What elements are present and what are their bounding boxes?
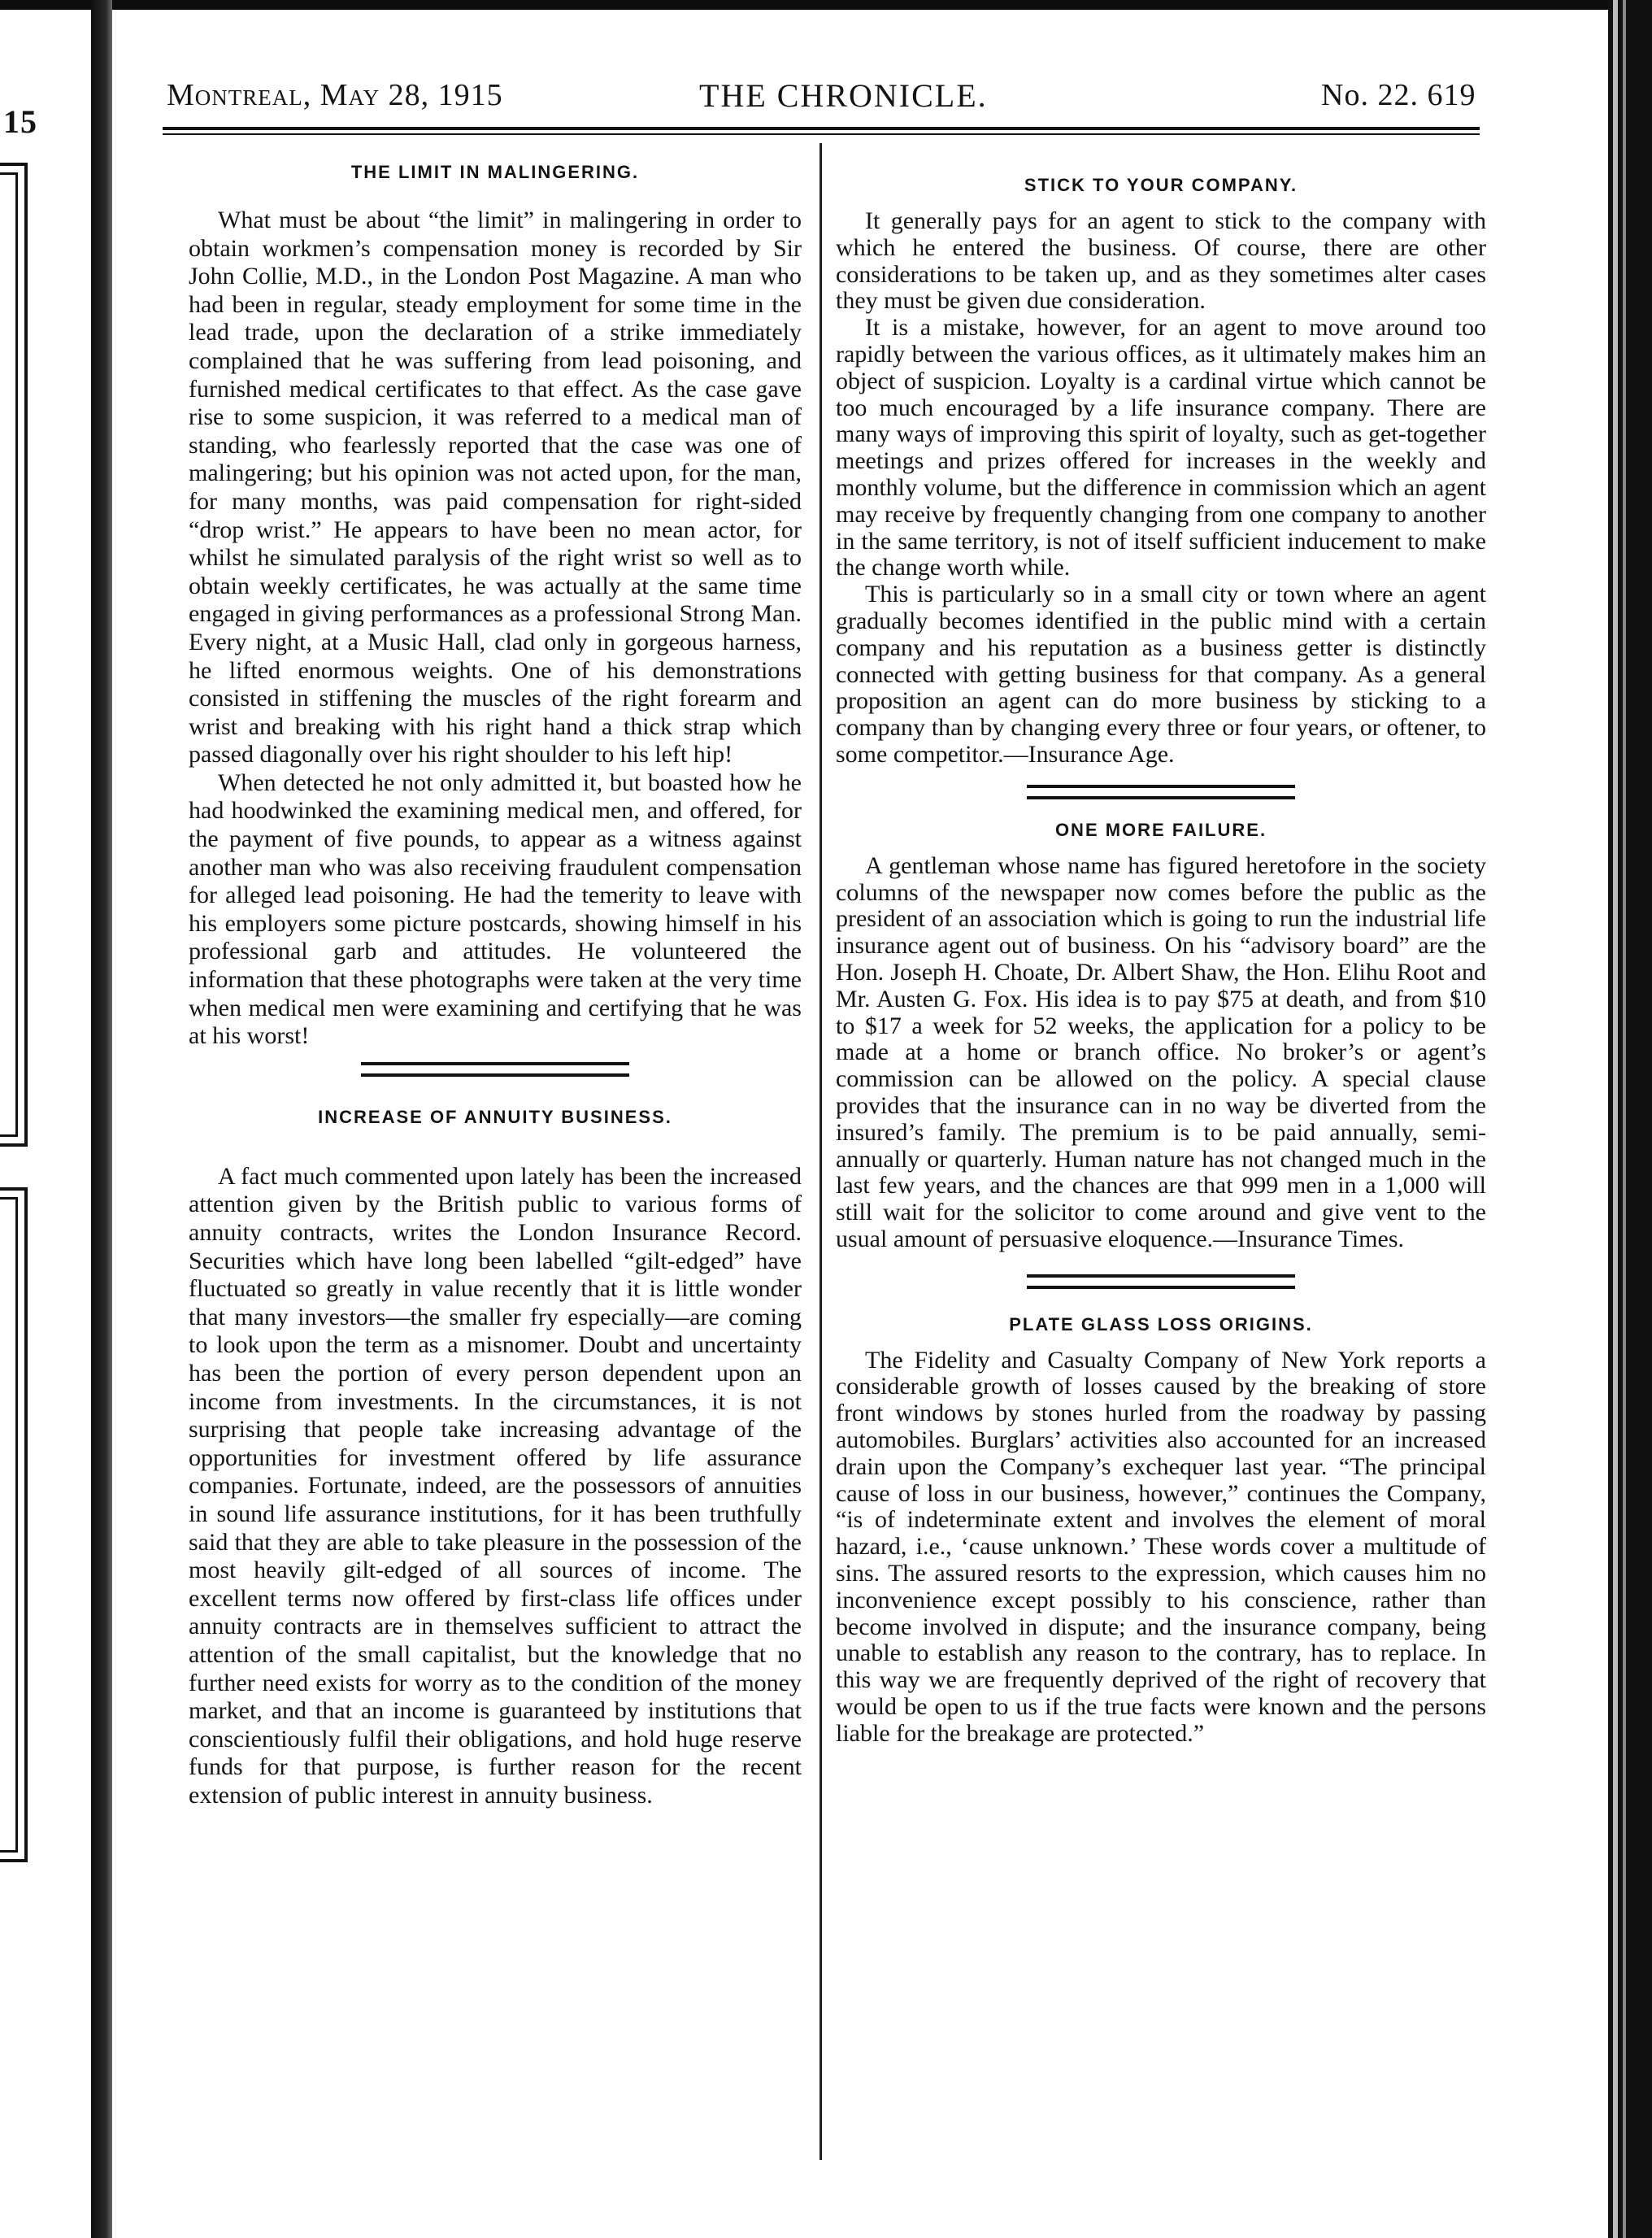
section-separator [361, 1062, 629, 1077]
header-title: THE CHRONICLE. [699, 77, 988, 114]
section-separator [1027, 785, 1295, 799]
article-title: ONE MORE FAILURE. [1054, 819, 1267, 840]
article-paragraph: A fact much commented upon lately has been the increased attention given by the British public to various forms of annuity contracts, writes the London Insurance Record. Securities which have long been labelled “gilt-edged” have fluctuated so greatly in value recently that it is little wonder that many investors—the smaller fry especially—are coming to look upon the term as a misnomer. Doubt and uncertainty has been the portion of every person dependent upon an income from investments. In the circumstances, it is not surprising that people take increasing advantage of the opportunities for investment offered by life assurance companies. Fortunate, indeed, are the possessors of annuities in sound life assurance institutions, for it has been truthfully said that they are able to take pleasure in the possession of the most heavily gilt-edged of all sources of income. The excellent terms now offered by first-class life offices under annuity contracts are in themselves sufficient to attract the attention of the small capitalist, but the knowledge that no further need exists for worry as to the condition of the money market, and that an income is guaranteed by institutions that conscientiously fulfil their obligations, and hold huge reserve funds for that purpose, is further reason for the recent extension of public interest in annuity business. [189, 1162, 802, 1809]
article-title: STICK TO YOUR COMPANY. [1024, 175, 1298, 195]
article-paragraph: A gentleman whose name has figured heretofore in the society columns of the newspaper now comes before the public as the president of an association which is going to run the industrial life insurance agent out of business. On his “advisory board” are the Hon. Joseph H. Choate, Dr. Albert Shaw, the Hon. Elihu Root and Mr. Austen G. Fox. His idea is to pay $75 at death, and from $10 to $17 a week for 52 weeks, the application for a policy to be made at a home or branch office. No broker’s or agent’s commission can be allowed on the policy. A special clause provides that the insurance can in no way be diverted from the insured’s family. The premium is to be paid annually, semi-annually or quarterly. Human nature has not changed much in the last few years, and the chances are that 999 men in a 1,000 will still wait for the solicitor to come around and give vent to the usual amount of persuasive eloquence.—Insurance Times. [836, 851, 1486, 1252]
article-title: PLATE GLASS LOSS ORIGINS. [1009, 1313, 1313, 1335]
header-dateline: Montreal, May 28, 1915 [167, 78, 503, 112]
header-rule [163, 127, 1480, 130]
article-title: THE LIMIT IN MALINGERING. [350, 162, 640, 182]
left-column [189, 159, 802, 1809]
article-paragraph: When detected he not only admitted it, but boasted how he had hoodwinked the examining medical men, and offered, for the payment of five pounds, to appear as a witness against another man who was also receiving fraudulent compensation for alleged lead poisoning. He had the temerity to leave with his employers some picture postcards, showing himself in his professional garb and attitudes. He volunteered the information that these photographs were taken at the very time when medical men were examining and certifying that he was at his worst! [189, 768, 802, 1050]
article-paragraph: The Fidelity and Casualty Company of New York reports a considerable growth of losses caused by the breaking of store front windows by stones hurled from the roadway by passing automobiles. Burglars’ activities also accounted for an increased drain upon the Company’s exchequer last year. “The principal cause of loss in our business, however,” continues the Company, “is of indeterminate extent and involves the element of moral hazard, i.e., ‘cause unknown.’ These words cover a multitude of sins. The assured resorts to the expression, which causes him no inconvenience except possibly to his conscience, rather than become involved in dispute; and the insurance company, being unable to establish any reason to the contrary, has to replace. In this way we are frequently deprived of the right of recovery that would be open to us if the true facts were known and the persons liable for the breakage are protected.” [836, 1346, 1486, 1747]
section-separator [1027, 1274, 1295, 1289]
article-paragraph: This is particularly so in a small city or town where an agent gradually becomes identified in the public mind with a certain company and his reputation as a business getter is distinctly connected with getting business for that company. As a general proposition an agent can do more business by sticking to a company than by changing every three or four years, or oftener, to some competitor.—Insurance Age. [836, 581, 1486, 768]
article-paragraph: It is a mistake, however, for an agent to move around too rapidly between the various offices, as it ultimately makes him an object of suspicion. Loyalty is a cardinal virtue which cannot be too much encouraged by a life insurance company. There are many ways of improving this spirit of loyalty, such as get-together meetings and prizes offered for increases in the weekly and monthly volume, but the difference in commission which an agent may receive by frequently changing from one company to another in the same territory, is not of itself sufficient inducement to make the change worth while. [836, 314, 1486, 581]
header-page-number: No. 22. 619 [1321, 78, 1476, 112]
adjacent-page-fragment: 15 [3, 103, 37, 140]
article-paragraph: What must be about “the limit” in malingering in order to obtain workmen’s compensation money is recorded by Sir John Collie, M.D., in the London Post Magazine. A man who had been in regular, steady employment for some time in the lead trade, upon the declaration of a strike immediately complained that he was suffering from lead poisoning, and furnished medical certificates to that effect. As the case gave rise to some suspicion, it was referred to a medical man of standing, who fearlessly reported that the case was one of malingering; but his opinion was not acted upon, for the man, for many months, was paid compensation for right-sided “drop wrist.” He appears to have been no mean actor, for whilst he simulated paralysis of the right wrist so well as to obtain weekly certificates, he was actually at the same time engaged in giving performances as a professional Strong Man. Every night, at a Music Hall, clad only in gorgeous harness, he lifted enormous weights. One of his demonstrations consisted in stiffening the muscles of the right forearm and wrist and breaking with his right hand a thick strap which passed diagonally over his right shoulder to his left hip! [189, 207, 802, 768]
article-paragraph: It generally pays for an agent to stick to the company with which he entered the business. Of course, there are other considerations to be taken up, and as they sometimes alter cases they must be given due consideration. [836, 207, 1486, 315]
article-title: INCREASE OF ANNUITY BUSINESS. [318, 1106, 672, 1127]
header-rule [163, 133, 1480, 135]
column-divider [819, 143, 822, 2160]
right-column [836, 159, 1486, 1748]
